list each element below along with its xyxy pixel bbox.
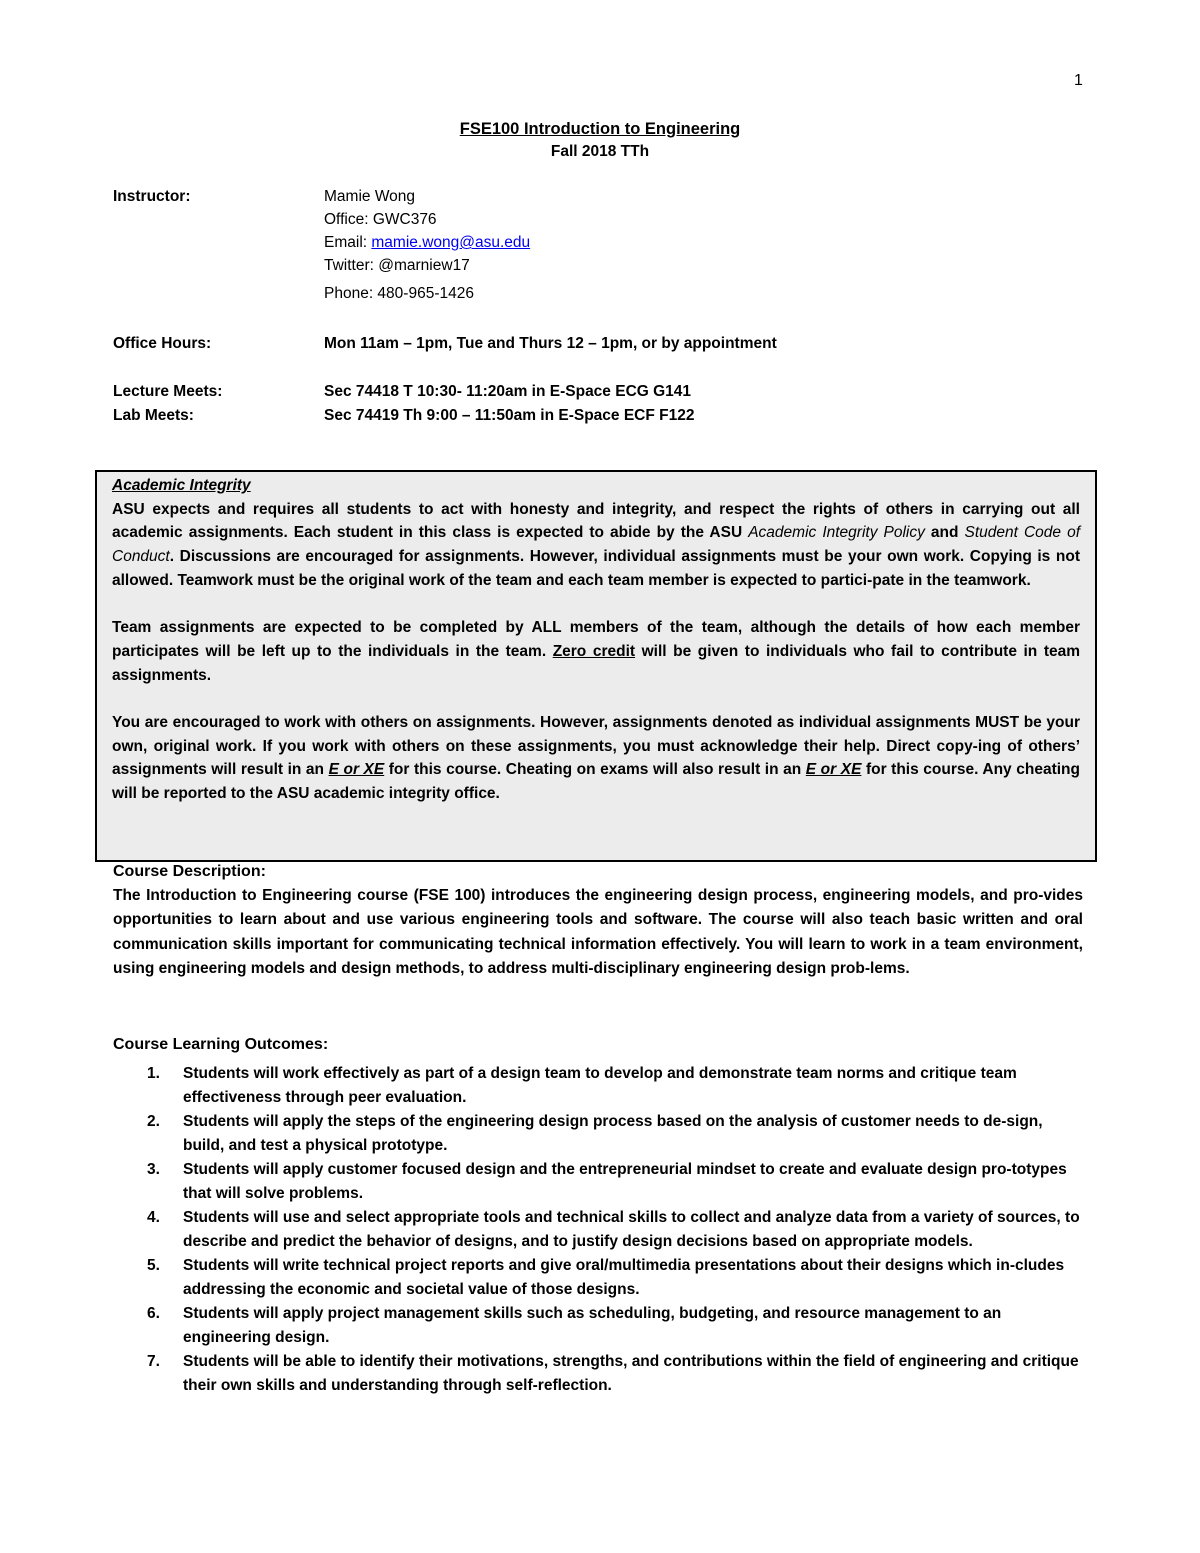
zero-credit-text: Zero credit [552,642,636,660]
integrity-paragraph-3 [112,711,1080,806]
learning-outcomes-section [113,1032,1083,1398]
integrity-policy-name: Academic Integrity Policy [748,524,925,542]
list-item-text: Students will write technical project reports and give oral/multimedia presentations about their designs which in-cludes addressing the economic and societal value of those designs. [183,1257,1065,1298]
e-or-xe-text-1: E or XE [328,761,385,779]
integrity-p1-and: and [924,524,965,542]
course-term: Fall 2018 TTh [550,143,650,160]
list-item-text: Students will apply project management skills such as scheduling, budgeting, and resource management to an engineering design. [183,1305,1002,1346]
office-hours-value: Mon 11am – 1pm, Tue and Thurs 12 – 1pm, or by appointment [324,335,777,352]
lecture-value: Sec 74418 T 10:30- 11:20am in E-Space ECG G141 [324,383,692,400]
email-label: Email: [324,234,372,251]
instructor-name: Mamie Wong [324,188,416,205]
list-item-text: Students will be able to identify their motivations, strengths, and contributions within the field of engineering and critique their own skills and understanding through self-reflection. [183,1353,1079,1394]
list-item [113,1062,1083,1110]
page-number: 1 [1074,72,1083,89]
course-description-section [113,860,1083,981]
instructor-phone: Phone: 480-965-1426 [324,285,474,302]
list-item [113,1158,1083,1206]
instructor-office: Office: GWC376 [324,211,437,228]
list-item-number: 2. [147,1113,160,1130]
integrity-p3-rest: for this course. Any cheating will be reported to the ASU academic integrity office. [112,761,1080,803]
list-item-text: Students will apply the steps of the engineering design process based on the analysis of customer needs to de-sign, build, and test a physical prototype. [183,1113,1043,1154]
list-item-number: 5. [147,1257,160,1274]
integrity-p3-middle: for this course. Cheating on exams will also result in an [384,761,806,779]
lecture-label: Lecture Meets: [113,383,223,400]
instructor-label: Instructor: [113,188,191,205]
course-title: FSE100 Introduction to Engineering [459,120,741,138]
list-item [113,1350,1083,1398]
integrity-paragraph-2 [112,616,1080,687]
list-item-number: 6. [147,1305,160,1322]
list-item [113,1206,1083,1254]
academic-integrity-heading: Academic Integrity [112,477,251,494]
list-item [113,1110,1083,1158]
course-description-text: The Introduction to Engineering course (FSE 100) introduces the engineering design process, engineering models, and pro-vides opportunities to learn about and use various engineering tools and software. The course will also teach basic written and oral communication skills important for communicating technical information effectively. You will learn to work in a team environment, using engineering models and design methods, to address multi-disciplinary engineering design prob-lems. [113,887,1083,977]
e-or-xe-text-2: E or XE [805,761,862,779]
integrity-p2-rest: will be given to individuals who fail to contribute in team assignments. [112,642,1081,684]
lab-label: Lab Meets: [113,407,194,424]
document-title-block [0,117,1200,163]
email-line [324,234,530,252]
list-item-text: Students will use and select appropriate tools and technical skills to collect and analyze data from a variety of sources, to describe and predict the behavior of designs, and to justify design decisions based on appropriate models. [183,1209,1080,1250]
list-item [113,1302,1083,1350]
integrity-p3-text: You are encouraged to work with others on assignments. However, assignments denoted as individual assignments MUST be your own, original work. If you work with others on these assignments, you must acknowledge their help. Direct copy-ing of others’ assignments will result in an [112,714,1080,779]
lab-value: Sec 74419 Th 9:00 – 11:50am in E-Space ECF F122 [324,407,695,424]
office-hours-label: Office Hours: [113,335,212,352]
list-item [113,1254,1083,1302]
course-description-heading: Course Description: [113,863,266,880]
list-item-number: 7. [147,1353,160,1370]
instructor-twitter: Twitter: @marniew17 [324,257,470,274]
list-item-number: 4. [147,1209,160,1226]
integrity-paragraph-1 [112,498,1080,593]
code-of-conduct-name: Student Code of Conduct [112,524,1081,566]
learning-outcomes-list [113,1062,1083,1398]
learning-outcomes-heading: Course Learning Outcomes: [113,1036,329,1053]
integrity-p1-text: ASU expects and requires all students to act with honesty and integrity, and respect the rights of others in carrying out all academic assignments. Each student in this class is expected to abide by the ASU [112,500,1080,542]
list-item-text: Students will work effectively as part of a design team to develop and demonstrate team norms and critique team effectiveness through peer evaluation. [183,1065,1017,1106]
academic-integrity-box [95,470,1097,862]
list-item-number: 1. [147,1065,160,1082]
list-item-number: 3. [147,1161,160,1178]
integrity-p2-text: Team assignments are expected to be completed by ALL members of the team, although the details of how each member participates will be left up to the individuals in the team. [112,619,1080,660]
email-link[interactable]: mamie.wong@asu.edu [371,234,531,251]
integrity-p1-rest: . Discussions are encouraged for assignments. However, individual assignments must be your own work. Copying is not allowed. Teamwork must be the original work of the team and each team member is expected to partici-pate in the teamwork. [112,548,1080,589]
list-item-text: Students will apply customer focused design and the entrepreneurial mindset to create and evaluate design pro-totypes that will solve problems. [183,1161,1067,1202]
